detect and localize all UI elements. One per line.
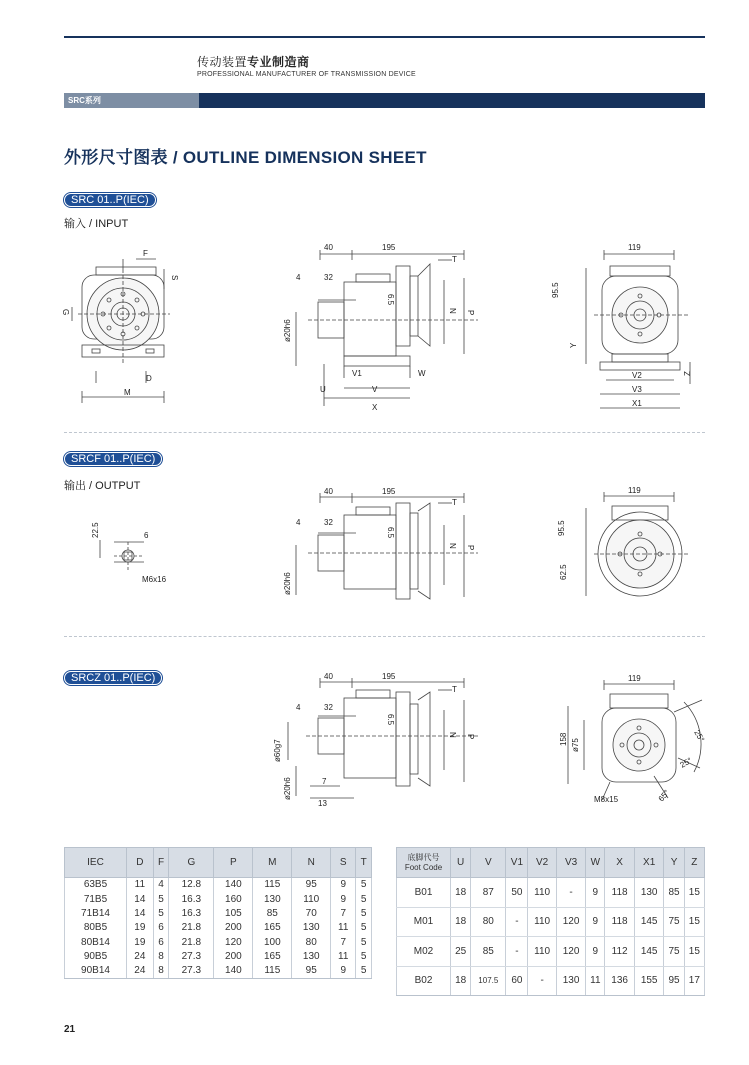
table-row bbox=[397, 937, 705, 967]
table-row bbox=[65, 921, 372, 935]
iec-col-header: D bbox=[127, 848, 154, 878]
iec-col-header: IEC bbox=[65, 848, 127, 878]
table-cell: 17 bbox=[684, 966, 704, 996]
dim-65deg: 65° bbox=[656, 788, 672, 804]
table-cell: 5 bbox=[356, 878, 372, 892]
series-bar-fill bbox=[199, 93, 705, 108]
table-cell: 110 bbox=[528, 907, 556, 937]
table-cell: 8 bbox=[153, 949, 169, 963]
table-cell: 120 bbox=[214, 935, 253, 949]
dim-M: M bbox=[124, 388, 131, 397]
dim-D: D bbox=[146, 374, 152, 383]
table-cell: 80B14 bbox=[65, 935, 127, 949]
dim-V: V bbox=[372, 385, 378, 394]
table-cell: 9 bbox=[586, 907, 605, 937]
table-cell: 7 bbox=[331, 935, 356, 949]
dim-F: F bbox=[143, 249, 148, 258]
table-cell: 5 bbox=[153, 892, 169, 906]
dim-W: W bbox=[418, 369, 426, 378]
table-cell: 18 bbox=[451, 966, 471, 996]
table-cell: 60 bbox=[506, 966, 528, 996]
header-rule bbox=[64, 36, 705, 38]
table-cell: 118 bbox=[605, 878, 635, 908]
table-cell: 110 bbox=[528, 878, 556, 908]
iec-col-header: M bbox=[253, 848, 292, 878]
company-name-en: PROFESSIONAL MANUFACTURER OF TRANSMISSION DEVICE bbox=[197, 71, 416, 78]
foot-col-header: V1 bbox=[506, 848, 528, 878]
table-cell: 15 bbox=[684, 907, 704, 937]
table-cell: 85 bbox=[664, 878, 684, 908]
dim-40: 40 bbox=[324, 243, 333, 252]
input-front-view-drawing bbox=[60, 245, 190, 415]
dim-N: N bbox=[448, 308, 457, 314]
dim-32: 32 bbox=[324, 273, 333, 282]
section-divider-1 bbox=[64, 432, 705, 433]
table-cell: 120 bbox=[556, 937, 586, 967]
dim-4-c: 4 bbox=[296, 703, 301, 712]
table-cell: 5 bbox=[356, 949, 372, 963]
foot-code-header-en: Foot Code bbox=[404, 862, 443, 872]
table-cell: 107.5 bbox=[471, 966, 506, 996]
dim-6: 6 bbox=[144, 531, 149, 540]
table-cell: 6 bbox=[153, 921, 169, 935]
table-cell: 21.8 bbox=[169, 935, 214, 949]
table-cell: 7 bbox=[331, 906, 356, 920]
dim-40-c: 40 bbox=[324, 672, 333, 681]
dim-62-5: 62.5 bbox=[559, 564, 568, 580]
dim-T-b: T bbox=[452, 498, 457, 507]
input-label: 输入 / INPUT bbox=[64, 218, 129, 230]
foot-code-table bbox=[396, 847, 705, 996]
table-cell: 11 bbox=[586, 966, 605, 996]
table-cell: 9 bbox=[331, 878, 356, 892]
series-label: SRC系列 bbox=[64, 93, 199, 108]
dim-X: X bbox=[372, 403, 378, 412]
iec-col-header: F bbox=[153, 848, 169, 878]
table-cell: 70 bbox=[292, 906, 331, 920]
dim-22-5: 22.5 bbox=[91, 522, 100, 538]
table-cell: 5 bbox=[356, 964, 372, 978]
table-cell: 14 bbox=[127, 906, 154, 920]
dim-Z: Z bbox=[683, 371, 692, 376]
output-side-view-drawing bbox=[268, 485, 488, 615]
dim-25deg-a: 25° bbox=[692, 728, 707, 744]
input-rear-view-drawing bbox=[551, 238, 714, 420]
table-cell: 145 bbox=[634, 937, 664, 967]
foot-col-header: V2 bbox=[528, 848, 556, 878]
dim-G: G bbox=[61, 309, 70, 316]
table-cell: 5 bbox=[153, 906, 169, 920]
table-cell: 15 bbox=[684, 878, 704, 908]
foot-code-header bbox=[397, 848, 451, 878]
table-cell: 27.3 bbox=[169, 964, 214, 978]
table-row bbox=[65, 964, 372, 978]
foot-code-header-cn: 底脚代号 bbox=[407, 852, 440, 862]
company-name-cn: 传动装置专业制造商 bbox=[197, 55, 310, 69]
dim-V2: V2 bbox=[632, 371, 642, 380]
foot-table-header-row bbox=[397, 848, 705, 878]
table-cell: 130 bbox=[634, 878, 664, 908]
foot-col-header: X bbox=[605, 848, 635, 878]
foot-col-header: U bbox=[451, 848, 471, 878]
section-pill-src: SRC 01..P(IEC) bbox=[64, 193, 156, 207]
table-cell: 140 bbox=[214, 964, 253, 978]
dim-95-5: 95.5 bbox=[551, 282, 560, 298]
table-cell: 85 bbox=[471, 937, 506, 967]
table-cell: 11 bbox=[331, 949, 356, 963]
hollow-rear-view-drawing bbox=[554, 672, 714, 812]
page-number: 21 bbox=[64, 1024, 76, 1035]
table-cell: 145 bbox=[634, 907, 664, 937]
table-cell: 24 bbox=[127, 949, 154, 963]
dim-S: S bbox=[170, 275, 179, 281]
table-cell: 9 bbox=[331, 892, 356, 906]
table-cell: 16.3 bbox=[169, 906, 214, 920]
dim-40-b: 40 bbox=[324, 487, 333, 496]
section-divider-2 bbox=[64, 636, 705, 637]
table-cell: 130 bbox=[556, 966, 586, 996]
table-cell: 115 bbox=[253, 964, 292, 978]
table-cell: 63B5 bbox=[65, 878, 127, 892]
table-cell: 80 bbox=[292, 935, 331, 949]
dim-119-b: 119 bbox=[628, 486, 641, 495]
table-cell: 11 bbox=[127, 878, 154, 892]
table-row bbox=[397, 966, 705, 996]
table-row bbox=[65, 935, 372, 949]
dim-32-b: 32 bbox=[324, 518, 333, 527]
foot-col-header: W bbox=[586, 848, 605, 878]
input-side-view-drawing bbox=[268, 238, 488, 418]
dim-Y: Y bbox=[569, 342, 578, 348]
dim-phi20h6-c: ø20h6 bbox=[283, 777, 292, 800]
dim-195-c: 195 bbox=[382, 672, 396, 681]
table-cell: 165 bbox=[253, 949, 292, 963]
foot-col-header: Y bbox=[664, 848, 684, 878]
dim-T-c: T bbox=[452, 685, 457, 694]
dim-phi20h6: ø20h6 bbox=[283, 319, 292, 342]
dim-119-c: 119 bbox=[628, 674, 641, 683]
dim-U: U bbox=[320, 385, 326, 394]
table-cell: 118 bbox=[605, 907, 635, 937]
dim-25deg-b: 25° bbox=[678, 755, 694, 770]
table-cell: 200 bbox=[214, 921, 253, 935]
table-cell: 11 bbox=[331, 921, 356, 935]
table-cell: 27.3 bbox=[169, 949, 214, 963]
table-cell: - bbox=[556, 878, 586, 908]
dim-4: 4 bbox=[296, 273, 301, 282]
table-cell: 200 bbox=[214, 949, 253, 963]
dim-M6x16: M6x16 bbox=[142, 575, 167, 584]
dim-V1: V1 bbox=[352, 369, 362, 378]
table-cell: 115 bbox=[253, 878, 292, 892]
dim-phi75: ø75 bbox=[571, 738, 580, 752]
table-cell: 18 bbox=[451, 907, 471, 937]
table-row bbox=[397, 878, 705, 908]
table-cell: B01 bbox=[397, 878, 451, 908]
table-cell: 136 bbox=[605, 966, 635, 996]
table-cell: 19 bbox=[127, 921, 154, 935]
dim-phi20h6-b: ø20h6 bbox=[283, 572, 292, 595]
iec-col-header: S bbox=[331, 848, 356, 878]
table-cell: 105 bbox=[214, 906, 253, 920]
table-cell: 130 bbox=[253, 892, 292, 906]
output-label: 输出 / OUTPUT bbox=[64, 480, 141, 492]
output-rear-view-drawing bbox=[557, 484, 714, 604]
iec-col-header: N bbox=[292, 848, 331, 878]
dim-195-b: 195 bbox=[382, 487, 396, 496]
table-cell: M01 bbox=[397, 907, 451, 937]
table-cell: 130 bbox=[292, 921, 331, 935]
table-cell: 24 bbox=[127, 964, 154, 978]
table-cell: M02 bbox=[397, 937, 451, 967]
table-cell: 80B5 bbox=[65, 921, 127, 935]
table-cell: 165 bbox=[253, 921, 292, 935]
table-cell: 71B14 bbox=[65, 906, 127, 920]
table-cell: 90B14 bbox=[65, 964, 127, 978]
table-cell: 19 bbox=[127, 935, 154, 949]
table-cell: 90B5 bbox=[65, 949, 127, 963]
table-cell: 18 bbox=[451, 878, 471, 908]
table-cell: 5 bbox=[356, 935, 372, 949]
table-cell: 110 bbox=[292, 892, 331, 906]
table-cell: 95 bbox=[292, 964, 331, 978]
foot-col-header: X1 bbox=[634, 848, 664, 878]
dim-32-c: 32 bbox=[324, 703, 333, 712]
series-bar bbox=[64, 93, 705, 108]
table-cell: 130 bbox=[292, 949, 331, 963]
table-cell: 120 bbox=[556, 907, 586, 937]
table-cell: 160 bbox=[214, 892, 253, 906]
dim-P-b: P bbox=[466, 545, 475, 551]
dim-P: P bbox=[466, 310, 475, 316]
iec-col-header: P bbox=[214, 848, 253, 878]
table-cell: 71B5 bbox=[65, 892, 127, 906]
dim-6-5-b: 6.5 bbox=[386, 527, 395, 539]
table-cell: - bbox=[528, 966, 556, 996]
table-cell: 155 bbox=[634, 966, 664, 996]
table-cell: 87 bbox=[471, 878, 506, 908]
table-cell: 9 bbox=[586, 878, 605, 908]
table-cell: 21.8 bbox=[169, 921, 214, 935]
table-cell: 16.3 bbox=[169, 892, 214, 906]
iec-table-header-row bbox=[65, 848, 372, 878]
table-cell: 100 bbox=[253, 935, 292, 949]
table-cell: 112 bbox=[605, 937, 635, 967]
table-cell: 25 bbox=[451, 937, 471, 967]
dim-95-5-b: 95.5 bbox=[557, 520, 566, 536]
dim-195: 195 bbox=[382, 243, 396, 252]
iec-col-header: T bbox=[356, 848, 372, 878]
dim-119: 119 bbox=[628, 243, 641, 252]
foot-col-header: Z bbox=[684, 848, 704, 878]
hollow-side-view-drawing bbox=[262, 670, 488, 810]
table-cell: 9 bbox=[586, 937, 605, 967]
table-cell: 6 bbox=[153, 935, 169, 949]
foot-col-header: V bbox=[471, 848, 506, 878]
table-cell: 50 bbox=[506, 878, 528, 908]
table-row bbox=[65, 906, 372, 920]
table-cell: 5 bbox=[356, 892, 372, 906]
dim-4-b: 4 bbox=[296, 518, 301, 527]
table-cell: 75 bbox=[664, 907, 684, 937]
iec-dimension-table bbox=[64, 847, 372, 979]
section-pill-srcf: SRCF 01..P(IEC) bbox=[64, 452, 162, 466]
table-cell: - bbox=[506, 907, 528, 937]
table-cell: 80 bbox=[471, 907, 506, 937]
section-pill-srcz: SRCZ 01..P(IEC) bbox=[64, 671, 162, 685]
table-cell: - bbox=[506, 937, 528, 967]
sheet-title: 外形尺寸图表 / OUTLINE DIMENSION SHEET bbox=[64, 148, 427, 167]
dim-N-c: N bbox=[448, 732, 457, 738]
output-shaft-key-drawing bbox=[84, 512, 180, 592]
table-cell: 85 bbox=[253, 906, 292, 920]
dim-V3: V3 bbox=[632, 385, 642, 394]
dim-7: 7 bbox=[322, 777, 327, 786]
table-row bbox=[65, 949, 372, 963]
table-row bbox=[65, 878, 372, 892]
dim-M8x15: M8x15 bbox=[594, 795, 619, 804]
table-cell: 5 bbox=[356, 921, 372, 935]
foot-col-header: V3 bbox=[556, 848, 586, 878]
dim-X1: X1 bbox=[632, 399, 642, 408]
table-cell: 4 bbox=[153, 878, 169, 892]
dim-T: T bbox=[452, 255, 457, 264]
table-cell: B02 bbox=[397, 966, 451, 996]
dim-N-b: N bbox=[448, 543, 457, 549]
dim-6-5: 6.5 bbox=[386, 294, 395, 306]
table-row bbox=[65, 892, 372, 906]
table-cell: 75 bbox=[664, 937, 684, 967]
iec-col-header: G bbox=[169, 848, 214, 878]
dim-13: 13 bbox=[318, 799, 327, 808]
table-cell: 110 bbox=[528, 937, 556, 967]
dim-158: 158 bbox=[559, 732, 568, 746]
table-cell: 9 bbox=[331, 964, 356, 978]
table-cell: 5 bbox=[356, 906, 372, 920]
table-cell: 95 bbox=[664, 966, 684, 996]
dim-6-5-c: 6.5 bbox=[386, 714, 395, 726]
table-cell: 140 bbox=[214, 878, 253, 892]
table-cell: 8 bbox=[153, 964, 169, 978]
table-cell: 14 bbox=[127, 892, 154, 906]
dim-phi60g7: ø60g7 bbox=[273, 739, 282, 762]
table-cell: 95 bbox=[292, 878, 331, 892]
dim-P-c: P bbox=[466, 734, 475, 740]
table-cell: 12.8 bbox=[169, 878, 214, 892]
table-row bbox=[397, 907, 705, 937]
table-cell: 15 bbox=[684, 937, 704, 967]
